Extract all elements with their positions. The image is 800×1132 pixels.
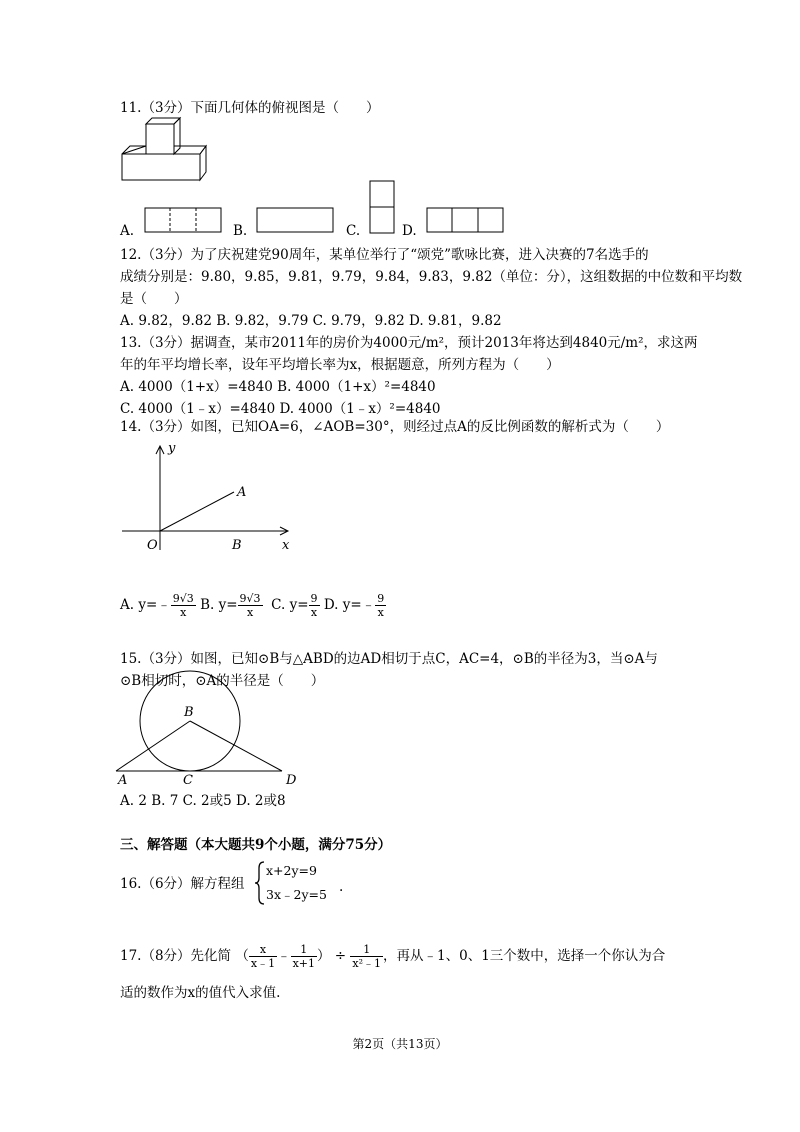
q17-tail: ，再从﹣1、0、1三个数中，选择一个你认为合 [383,948,666,964]
q14-option-c-fraction [309,592,320,619]
q12-line-1: 12.（3分）为了庆祝建党90周年，某单位举行了“颂党”歌咏比赛，进入决赛的7名选手的 [120,247,649,263]
q14-x-axis-label: x [282,538,290,553]
q14-option-d-numerator: 9 [377,592,385,605]
q17-fraction-3-numerator: 1 [350,943,383,957]
q17-fraction-2-numerator: 1 [291,943,317,957]
q11-option-a-label: A. [120,223,135,239]
q14-option-b-prefix: B. y= [200,597,238,613]
q14-option-c-numerator: 9 [310,592,318,605]
q14-option-b-denominator: x [246,606,254,619]
q16-equation-2: 3x﹣2y=5 [266,887,327,902]
q15-point-c-label: C [183,773,193,788]
q12-options: A. 9.82，9.82 B. 9.82，9.79 C. 9.79，9.82 D. 9.81，9.82 [120,313,502,329]
q15-options: A. 2 B. 7 C. 2或5 D. 2或8 [120,793,286,809]
q11-option-b-figure [256,206,336,234]
q12-line-2: 成绩分别是：9.80，9.85，9.81，9.79，9.84，9.83，9.82（单位：分），这组数据的中位数和平均数 [120,269,743,285]
q17-fraction-2-denominator: x+1 [292,957,315,970]
q14-point-a-label: A [237,485,247,500]
q14-option-a-denominator: x [180,606,187,619]
q14-option-d-denominator: x [377,606,384,619]
q17-right-paren: ） [316,948,331,964]
q17-fraction-1 [249,943,277,970]
q17-left-paren: （ [235,948,249,964]
q14-option-c-prefix: C. y= [271,597,309,613]
q17-stem: 17.（8分）先化简 [120,948,232,964]
q14-coordinate-figure [118,438,308,558]
q16-left-brace [254,860,266,906]
q17-line-1 [120,936,665,976]
q16-stem: 16.（6分）解方程组 [120,876,245,892]
q11-option-c-figure [368,180,398,236]
q14-option-a-prefix: A. y=﹣ [120,597,171,613]
q15-circle-triangle-figure [116,686,316,786]
q15-point-d-label: D [286,773,297,788]
q14-option-c-denominator: x [310,606,318,619]
q14-option-a-fraction [171,592,196,619]
q14-option-b-numerator: 9√3 [239,592,261,605]
q14-option-a-numerator: 9√3 [172,592,194,605]
q17-minus: ﹣ [277,948,291,964]
q13-options-row-2: C. 4000（1﹣x）=4840 D. 4000（1﹣x）²=4840 [120,401,441,417]
q12-line-3: 是（ ） [120,291,188,307]
q17-line-2: 适的数作为x的值代入求值. [120,985,281,1001]
q15-line-2: ⊙B相切时，⊙A的半径是（ ） [120,673,325,689]
q11-solid-figure [120,118,210,182]
q17-fraction-1-numerator: x [249,943,277,957]
q15-line-1: 15.（3分）如图，已知⊙B与△ABD的边AD相切于点C，AC=4，⊙B的半径为3，当⊙A与 [120,651,658,667]
section-3-title: 三、解答题（本大题共9个小题，满分75分） [120,837,392,853]
q14-point-b-label: B [232,538,242,553]
q14-stem: 14.（3分）如图，已知OA=6，∠AOB=30°，则经过点A的反比例函数的解析式为（ ） [120,419,670,435]
q17-fraction-1-denominator: x﹣1 [250,957,276,970]
q15-point-a-label: A [118,773,128,788]
q11-stem: 11.（3分）下面几何体的俯视图是（ ） [120,100,380,116]
q11-option-a-figure [144,206,224,234]
q11-option-c-label: C. [346,223,361,239]
q13-line-1: 13.（3分）据调查，某市2011年的房价为4000元/m²，预计2013年将达到4840元/m²，求这两 [120,335,698,351]
q17-fraction-3-denominator: x²﹣1 [352,957,382,970]
q17-fraction-2 [291,943,317,970]
q13-line-2: 年的年平均增长率，设年平均增长率为x，根据题意，所列方程为（ ） [120,357,560,373]
q14-option-b-fraction [238,592,263,619]
q11-option-d-figure [426,206,506,234]
q11-option-d-label: D. [402,223,417,239]
q11-option-b-label: B. [233,223,248,239]
q14-origin-label: O [147,538,158,553]
q13-options-row-1: A. 4000（1+x）=4840 B. 4000（1+x）²=4840 [120,379,436,395]
q14-y-axis-label: y [168,441,176,456]
page-footer: 第2页（共13页） [352,1037,448,1051]
q14-options [120,585,386,625]
q17-divide: ÷ [334,948,347,964]
q16-period: . [339,879,344,895]
q14-option-d-prefix: D. y=﹣ [323,597,376,613]
q15-point-b-label: B [184,705,194,720]
q16-equation-1: x+2y=9 [266,863,317,878]
q14-option-d-fraction [375,592,386,619]
q17-fraction-3 [350,943,383,970]
